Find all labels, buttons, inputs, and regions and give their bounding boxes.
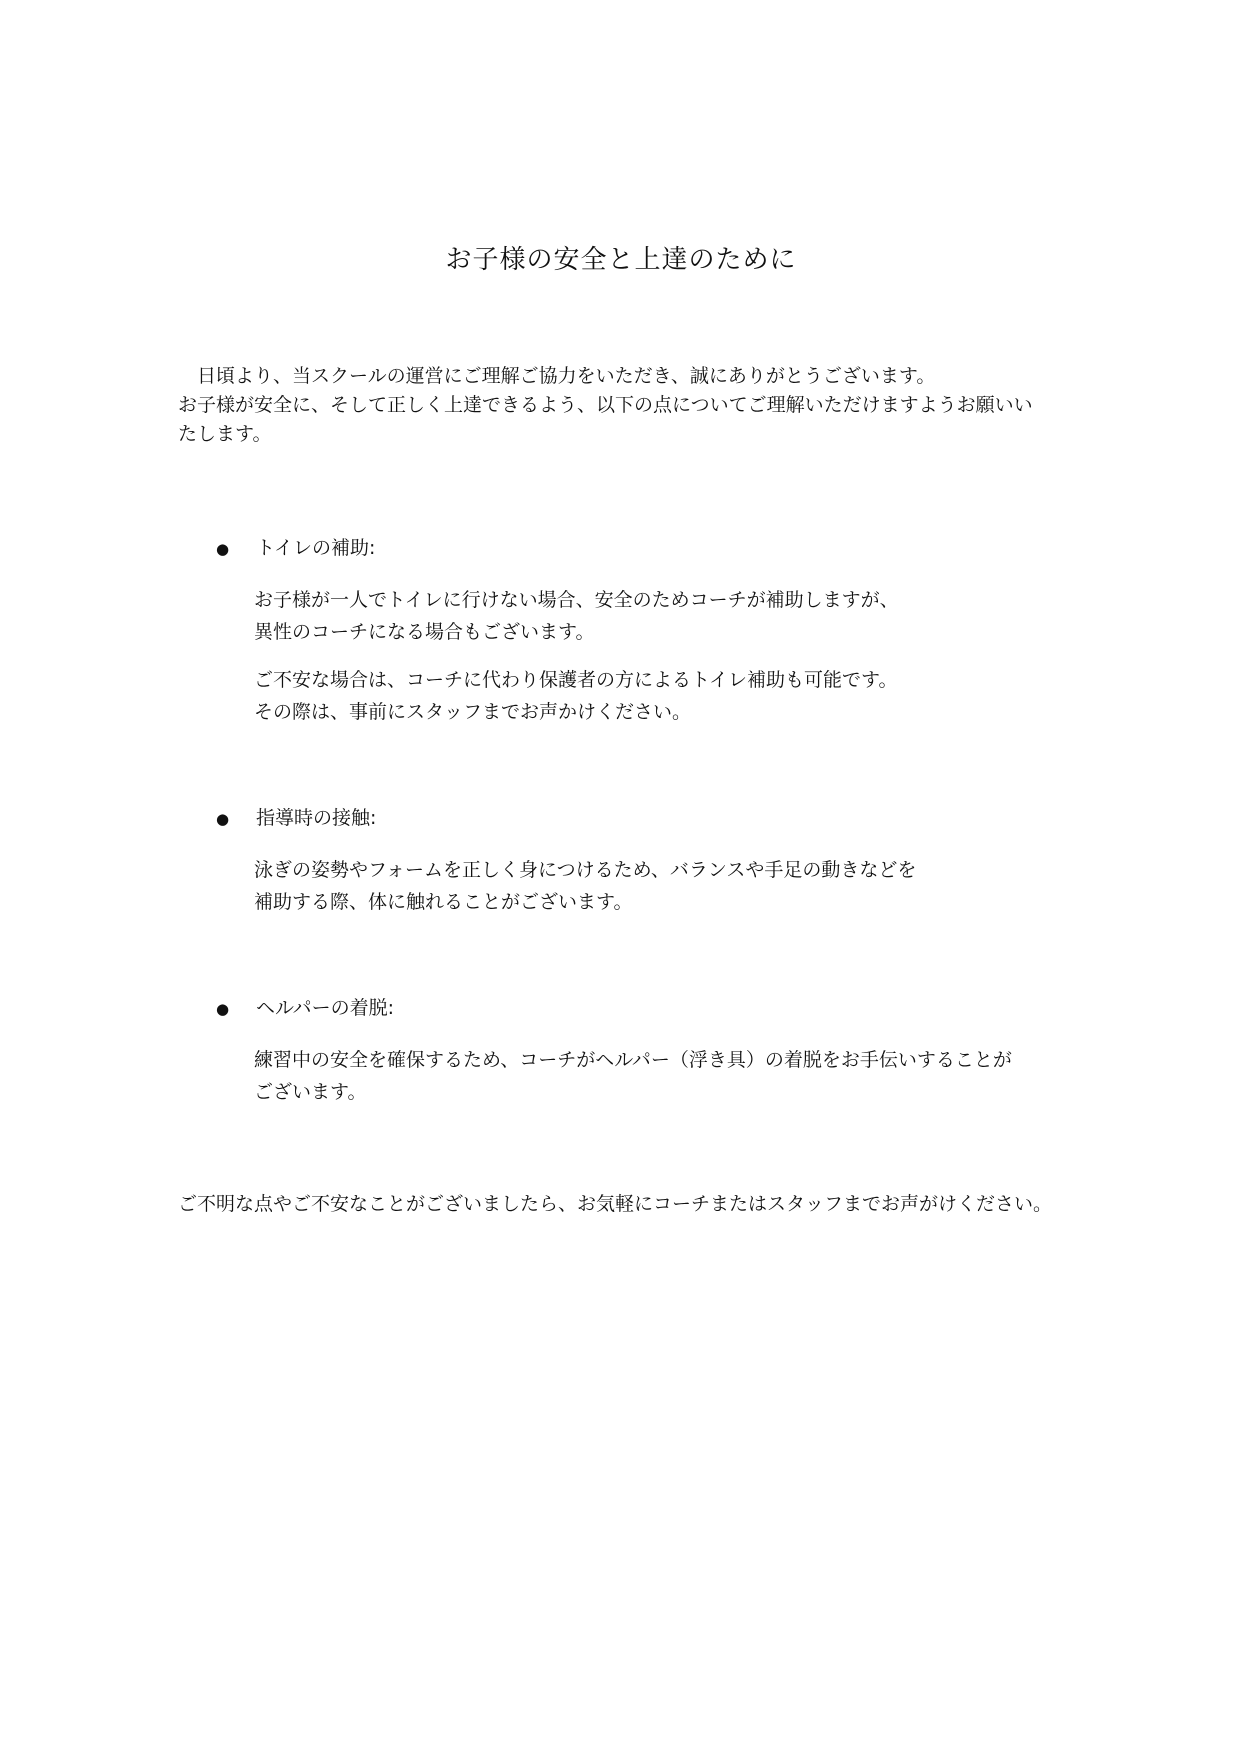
intro-paragraph: [178, 362, 1078, 449]
bullet-icon: ●: [216, 1000, 230, 1018]
paragraph-line: 異性のコーチになる場合もございます。: [254, 621, 595, 643]
closing-paragraph: ご不明な点やご不安なことがございましたら、お気軽にコーチまたはスタッフまでお声がけください。: [178, 1193, 1053, 1215]
intro-line: たします。: [178, 423, 272, 445]
section-heading-label: トイレの補助:: [256, 537, 376, 559]
paragraph-line: お子様が一人でトイレに行けない場合、安全のためコーチが補助しますが、: [254, 589, 899, 611]
section-heading-contact: [216, 804, 376, 833]
section-heading-label: 指導時の接触:: [256, 807, 377, 829]
paragraph-line: ご不安な場合は、コーチに代わり保護者の方によるトイレ補助も可能です。: [254, 669, 898, 691]
section-heading-label: ヘルパーの着脱:: [256, 997, 395, 1019]
bullet-icon: ●: [216, 540, 230, 558]
section-paragraph: [254, 854, 916, 918]
paragraph-line: ございます。: [254, 1081, 367, 1103]
intro-line: 日頃より、当スクールの運営にご理解ご協力をいただき、誠にありがとうございます。: [178, 365, 936, 387]
bullet-icon: ●: [216, 810, 230, 828]
paragraph-line: 補助する際、体に触れることがございます。: [254, 891, 633, 913]
section-heading-helper: [216, 994, 394, 1023]
paragraph-line: 練習中の安全を確保するため、コーチがヘルパー（浮き具）の着脱をお手伝いすることが: [254, 1049, 1012, 1071]
page-title: お子様の安全と上達のために: [445, 245, 797, 275]
paragraph-line: その際は、事前にスタッフまでお声かけください。: [254, 701, 692, 723]
section-paragraph: [254, 584, 899, 648]
section-heading-toilet: [216, 534, 375, 563]
section-paragraph: [254, 1044, 1012, 1108]
intro-line: お子様が安全に、そして正しく上達できるよう、以下の点についてご理解いただけますようお願いい: [178, 394, 1033, 416]
paragraph-line: 泳ぎの姿勢やフォームを正しく身につけるため、バランスや手足の動きなどを: [254, 859, 917, 881]
section-paragraph: [254, 664, 898, 728]
